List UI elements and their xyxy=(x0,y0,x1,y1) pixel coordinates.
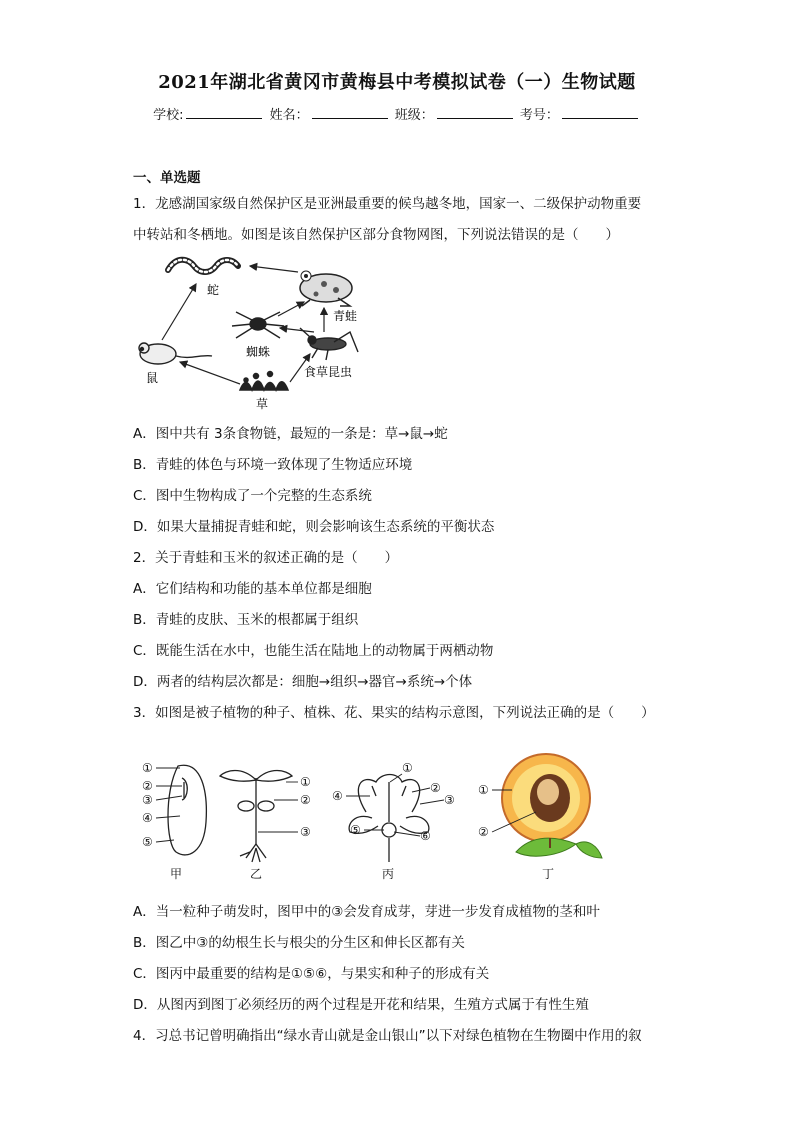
class-label: 班级： xyxy=(394,108,434,123)
q3-option-b: B．图乙中③的幼根生长与根尖的分生区和伸长区都有关 xyxy=(133,935,465,951)
grass-icon xyxy=(240,372,288,391)
q1-stem-line2: 中转站和冬栖地。如图是该自然保护区部分食物网图，下列说法错误的是（ ） xyxy=(133,227,619,243)
plant-structure-figure xyxy=(136,752,616,886)
q1-option-a: A．图中共有 3条食物链，最短的一条是：草→鼠→蛇 xyxy=(133,426,448,442)
frog-label: 青蛙 xyxy=(333,309,358,323)
caption-bing: 丙 xyxy=(382,867,395,881)
mouse-icon xyxy=(139,343,212,364)
flower-marker-5: ⑤ xyxy=(350,823,361,837)
name-label: 姓名： xyxy=(269,108,309,123)
q2-option-d: D．两者的结构层次都是：细胞→组织→器官→系统→个体 xyxy=(133,674,473,690)
seed-marker-2: ② xyxy=(142,779,153,793)
flower-marker-4: ④ xyxy=(332,789,343,803)
student-info-row xyxy=(0,104,794,123)
caption-jia: 甲 xyxy=(170,867,183,881)
spider-icon xyxy=(232,312,284,338)
seed-marker-4: ④ xyxy=(142,811,153,825)
flower-marker-6: ⑥ xyxy=(420,829,431,843)
name-blank xyxy=(312,107,388,119)
mouse-label: 鼠 xyxy=(146,371,159,385)
insect-label: 食草昆虫 xyxy=(304,365,353,379)
q2-option-c: C．既能生活在水中，也能生活在陆地上的动物属于两栖动物 xyxy=(133,643,494,659)
food-web-figure xyxy=(128,248,388,416)
spider-label: 蜘蛛 xyxy=(246,345,271,359)
exam-no-blank xyxy=(562,107,638,119)
class-blank xyxy=(437,107,513,119)
caption-yi: 乙 xyxy=(250,867,263,881)
q2-option-b: B．青蛙的皮肤、玉米的根都属于组织 xyxy=(133,612,359,628)
exam-no-label: 考号： xyxy=(519,108,559,123)
caption-ding: 丁 xyxy=(542,867,555,881)
seed-marker-3: ③ xyxy=(142,793,153,807)
q3-option-c: C．图丙中最重要的结构是①⑤⑥，与果实和种子的形成有关 xyxy=(133,966,490,982)
q1-option-d: D．如果大量捕捉青蛙和蛇，则会影响该生态系统的平衡状态 xyxy=(133,519,495,535)
q3-option-d: D．从图丙到图丁必须经历的两个过程是开花和结果，生殖方式属于有性生殖 xyxy=(133,997,589,1013)
flower-marker-1: ① xyxy=(402,761,413,775)
section-title: 一、单选题 xyxy=(133,170,201,186)
school-label: 学校: xyxy=(153,108,184,123)
peach-marker-1: ① xyxy=(478,783,489,797)
seed-diagram xyxy=(168,765,206,855)
q3-option-a: A．当一粒种子萌发时，图甲中的③会发育成芽，芽进一步发育成植物的茎和叶 xyxy=(133,904,600,920)
q1-stem-line1: 1．龙感湖国家级自然保护区是亚洲最重要的候鸟越冬地，国家一、二级保护动物重要 xyxy=(133,196,642,212)
q2-option-a: A．它们结构和功能的基本单位都是细胞 xyxy=(133,581,372,597)
snake-icon xyxy=(168,260,238,272)
seedling-marker-3: ③ xyxy=(300,825,311,839)
peach-diagram xyxy=(502,754,602,858)
seedling-marker-1: ① xyxy=(300,775,311,789)
flower-marker-2: ② xyxy=(430,781,441,795)
seedling-diagram xyxy=(220,771,292,863)
q4-stem: 4．习总书记曾明确指出“绿水青山就是金山银山”以下对绿色植物在生物圈中作用的叙 xyxy=(133,1028,642,1044)
exam-title: 2021年湖北省黄冈市黄梅县中考模拟试卷（一）生物试题 xyxy=(158,72,636,93)
q1-option-b: B．青蛙的体色与环境一致体现了生物适应环境 xyxy=(133,457,413,473)
school-blank xyxy=(186,107,262,119)
flower-diagram xyxy=(349,775,429,863)
grass-label: 草 xyxy=(256,397,269,411)
q2-stem: 2．关于青蛙和玉米的叙述正确的是（ ） xyxy=(133,550,399,566)
peach-marker-2: ② xyxy=(478,825,489,839)
snake-label: 蛇 xyxy=(207,283,220,297)
flower-marker-3: ③ xyxy=(444,793,455,807)
seed-marker-5: ⑤ xyxy=(142,835,153,849)
q1-option-c: C．图中生物构成了一个完整的生态系统 xyxy=(133,488,372,504)
frog-icon xyxy=(300,271,352,306)
q3-stem: 3．如图是被子植物的种子、植株、花、果实的结构示意图，下列说法正确的是（ ） xyxy=(133,705,655,721)
seed-marker-1: ① xyxy=(142,761,153,775)
seedling-marker-2: ② xyxy=(300,793,311,807)
